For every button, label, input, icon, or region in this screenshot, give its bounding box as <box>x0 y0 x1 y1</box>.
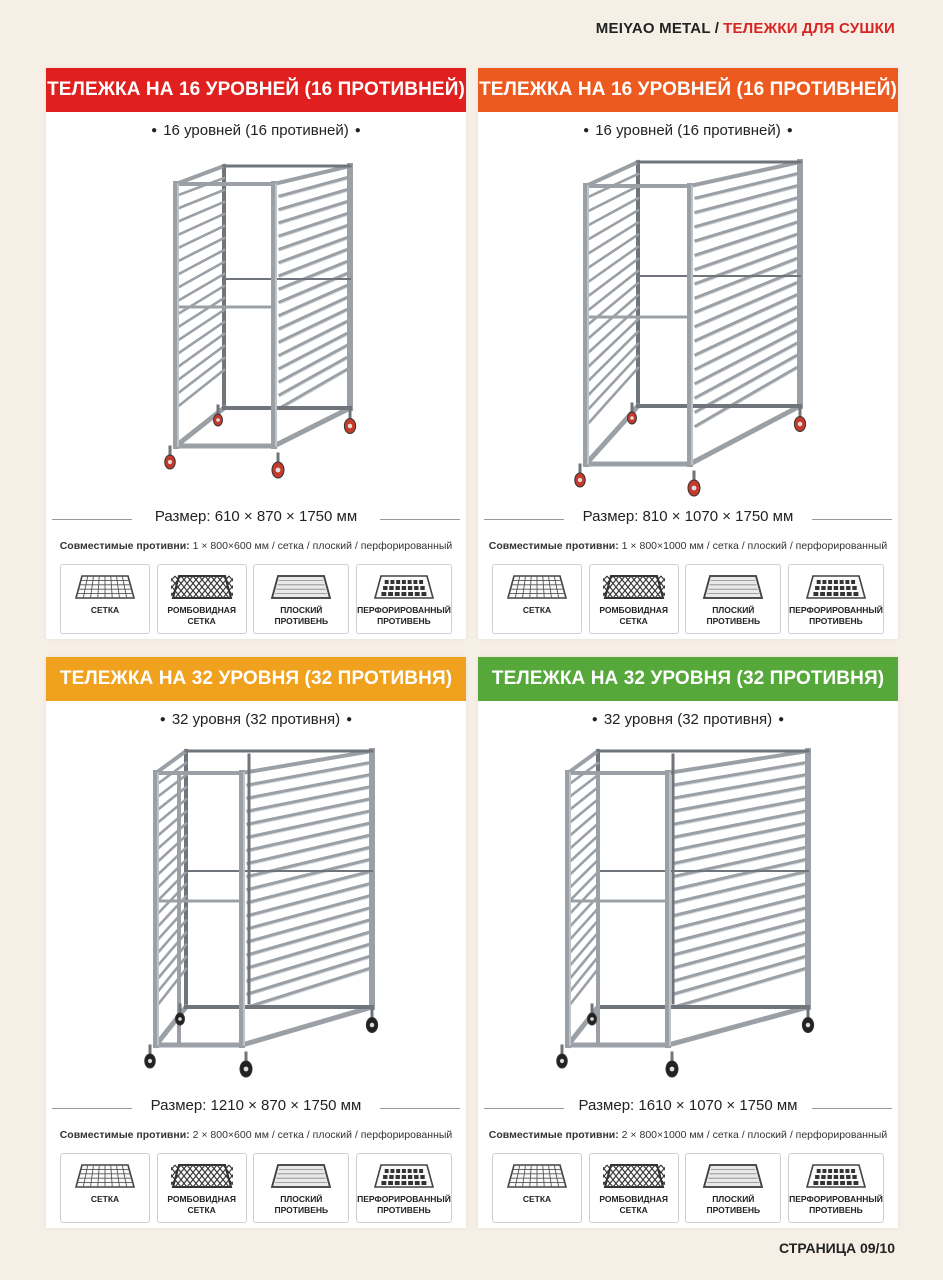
rack-16-narrow-icon <box>46 146 466 504</box>
size-row <box>478 508 898 532</box>
tray-label: СЕТКА <box>522 1194 552 1204</box>
flat-tray-icon <box>270 1162 332 1190</box>
tray-option <box>685 1153 781 1223</box>
card-title: ТЕЛЕЖКА НА 16 УРОВНЕЙ (16 ПРОТИВНЕЙ) <box>46 68 466 112</box>
size-text: Размер: 1210 × 870 × 1750 мм <box>143 1097 370 1114</box>
size-text: Размер: 610 × 870 × 1750 мм <box>147 508 365 525</box>
tray-option <box>492 564 582 634</box>
tray-option <box>685 564 781 634</box>
card-title: ТЕЛЕЖКА НА 32 УРОВНЯ (32 ПРОТИВНЯ) <box>478 657 898 701</box>
flat-tray-icon <box>702 573 764 601</box>
tray-option <box>356 564 452 634</box>
tray-label: ПЛОСКИЙ ПРОТИВЕНЬ <box>706 605 761 626</box>
compatible-trays <box>478 1129 898 1141</box>
rack-32-wide-icon <box>478 735 898 1093</box>
tray-label: СЕТКА <box>90 1194 120 1204</box>
compat-label: Совместимые противни: <box>488 1129 619 1141</box>
diamond-mesh-tray-icon <box>603 1162 665 1190</box>
tray-label: РОМБОВИДНАЯ СЕТКА <box>167 1194 236 1215</box>
mesh-tray-icon <box>74 1162 136 1190</box>
tray-label: СЕТКА <box>522 605 552 615</box>
card-title: ТЕЛЕЖКА НА 32 УРОВНЯ (32 ПРОТИВНЯ) <box>46 657 466 701</box>
levels-caption: ● 16 уровней (16 противней) ● <box>583 122 793 139</box>
perforated-tray-icon <box>805 1162 867 1190</box>
tray-option <box>60 564 150 634</box>
compat-text: 1 × 800×1000 мм / сетка / плоский / перфорированный <box>621 540 888 552</box>
section-name: ТЕЛЕЖКИ ДЛЯ СУШКИ <box>723 20 895 37</box>
perforated-tray-icon <box>805 573 867 601</box>
tray-label: ПЛОСКИЙ ПРОТИВЕНЬ <box>274 1194 329 1215</box>
compatible-trays <box>46 540 466 552</box>
tray-option <box>589 1153 679 1223</box>
perforated-tray-icon <box>373 573 435 601</box>
product-card <box>46 657 466 1228</box>
compat-label: Совместимые противни: <box>59 1129 190 1141</box>
compatible-trays <box>478 540 898 552</box>
tray-options <box>46 564 466 634</box>
tray-label: ПЕРФОРИРОВАННЫЙ ПРОТИВЕНЬ <box>357 1194 451 1215</box>
tray-label: ПЕРФОРИРОВАННЫЙ ПРОТИВЕНЬ <box>789 605 883 626</box>
tray-label: ПЕРФОРИРОВАННЫЙ ПРОТИВЕНЬ <box>357 605 451 626</box>
tray-label: РОМБОВИДНАЯ СЕТКА <box>167 605 236 626</box>
tray-option <box>253 1153 349 1223</box>
size-text: Размер: 810 × 1070 × 1750 мм <box>575 508 802 525</box>
flat-tray-icon <box>270 573 332 601</box>
size-row <box>478 1097 898 1121</box>
compat-label: Совместимые противни: <box>59 540 190 552</box>
compatible-trays <box>46 1129 466 1141</box>
tray-options <box>46 1153 466 1223</box>
rack-image <box>46 735 466 1093</box>
rack-image <box>478 735 898 1093</box>
product-card <box>478 68 898 639</box>
compat-text: 1 × 800×600 мм / сетка / плоский / перфорированный <box>192 540 453 552</box>
rack-16-wide-icon <box>478 146 898 504</box>
levels-caption: ● 32 уровня (32 противня) ● <box>591 711 785 728</box>
tray-label: РОМБОВИДНАЯ СЕТКА <box>599 1194 668 1215</box>
card-title: ТЕЛЕЖКА НА 16 УРОВНЕЙ (16 ПРОТИВНЕЙ) <box>478 68 898 112</box>
tray-option <box>356 1153 452 1223</box>
tray-label: ПЛОСКИЙ ПРОТИВЕНЬ <box>274 605 329 626</box>
mesh-tray-icon <box>506 573 568 601</box>
page-number: СТРАНИЦА 09/10 <box>779 1240 895 1256</box>
rack-32-narrow-icon <box>46 735 466 1093</box>
flat-tray-icon <box>702 1162 764 1190</box>
tray-label: РОМБОВИДНАЯ СЕТКА <box>599 605 668 626</box>
tray-label: СЕТКА <box>90 605 120 615</box>
size-row <box>46 1097 466 1121</box>
tray-options <box>478 1153 898 1223</box>
tray-option <box>492 1153 582 1223</box>
compat-label: Совместимые противни: <box>488 540 619 552</box>
tray-label: ПЛОСКИЙ ПРОТИВЕНЬ <box>706 1194 761 1215</box>
tray-option <box>788 564 884 634</box>
tray-option <box>60 1153 150 1223</box>
tray-option <box>157 564 247 634</box>
header-separator: / <box>714 20 720 37</box>
tray-option <box>157 1153 247 1223</box>
product-card <box>46 68 466 639</box>
tray-label: ПЕРФОРИРОВАННЫЙ ПРОТИВЕНЬ <box>789 1194 883 1215</box>
tray-option <box>788 1153 884 1223</box>
tray-option <box>253 564 349 634</box>
tray-option <box>589 564 679 634</box>
compat-text: 2 × 800×600 мм / сетка / плоский / перфорированный <box>192 1129 453 1141</box>
levels-caption: ● 16 уровней (16 противней) ● <box>151 122 361 139</box>
levels-text: 32 уровня (32 противня) <box>603 711 773 728</box>
perforated-tray-icon <box>373 1162 435 1190</box>
mesh-tray-icon <box>74 573 136 601</box>
page-header <box>596 20 895 37</box>
tray-options <box>478 564 898 634</box>
levels-caption: ● 32 уровня (32 противня) ● <box>159 711 353 728</box>
compat-text: 2 × 800×1000 мм / сетка / плоский / перфорированный <box>621 1129 888 1141</box>
diamond-mesh-tray-icon <box>603 573 665 601</box>
rack-image <box>478 146 898 504</box>
diamond-mesh-tray-icon <box>171 1162 233 1190</box>
levels-text: 16 уровней (16 противней) <box>595 122 781 139</box>
mesh-tray-icon <box>506 1162 568 1190</box>
size-row <box>46 508 466 532</box>
levels-text: 32 уровня (32 противня) <box>171 711 341 728</box>
rack-image <box>46 146 466 504</box>
levels-text: 16 уровней (16 противней) <box>163 122 349 139</box>
product-card <box>478 657 898 1228</box>
diamond-mesh-tray-icon <box>171 573 233 601</box>
brand-name: MEIYAO METAL <box>595 20 711 37</box>
size-text: Размер: 1610 × 1070 × 1750 мм <box>571 1097 806 1114</box>
